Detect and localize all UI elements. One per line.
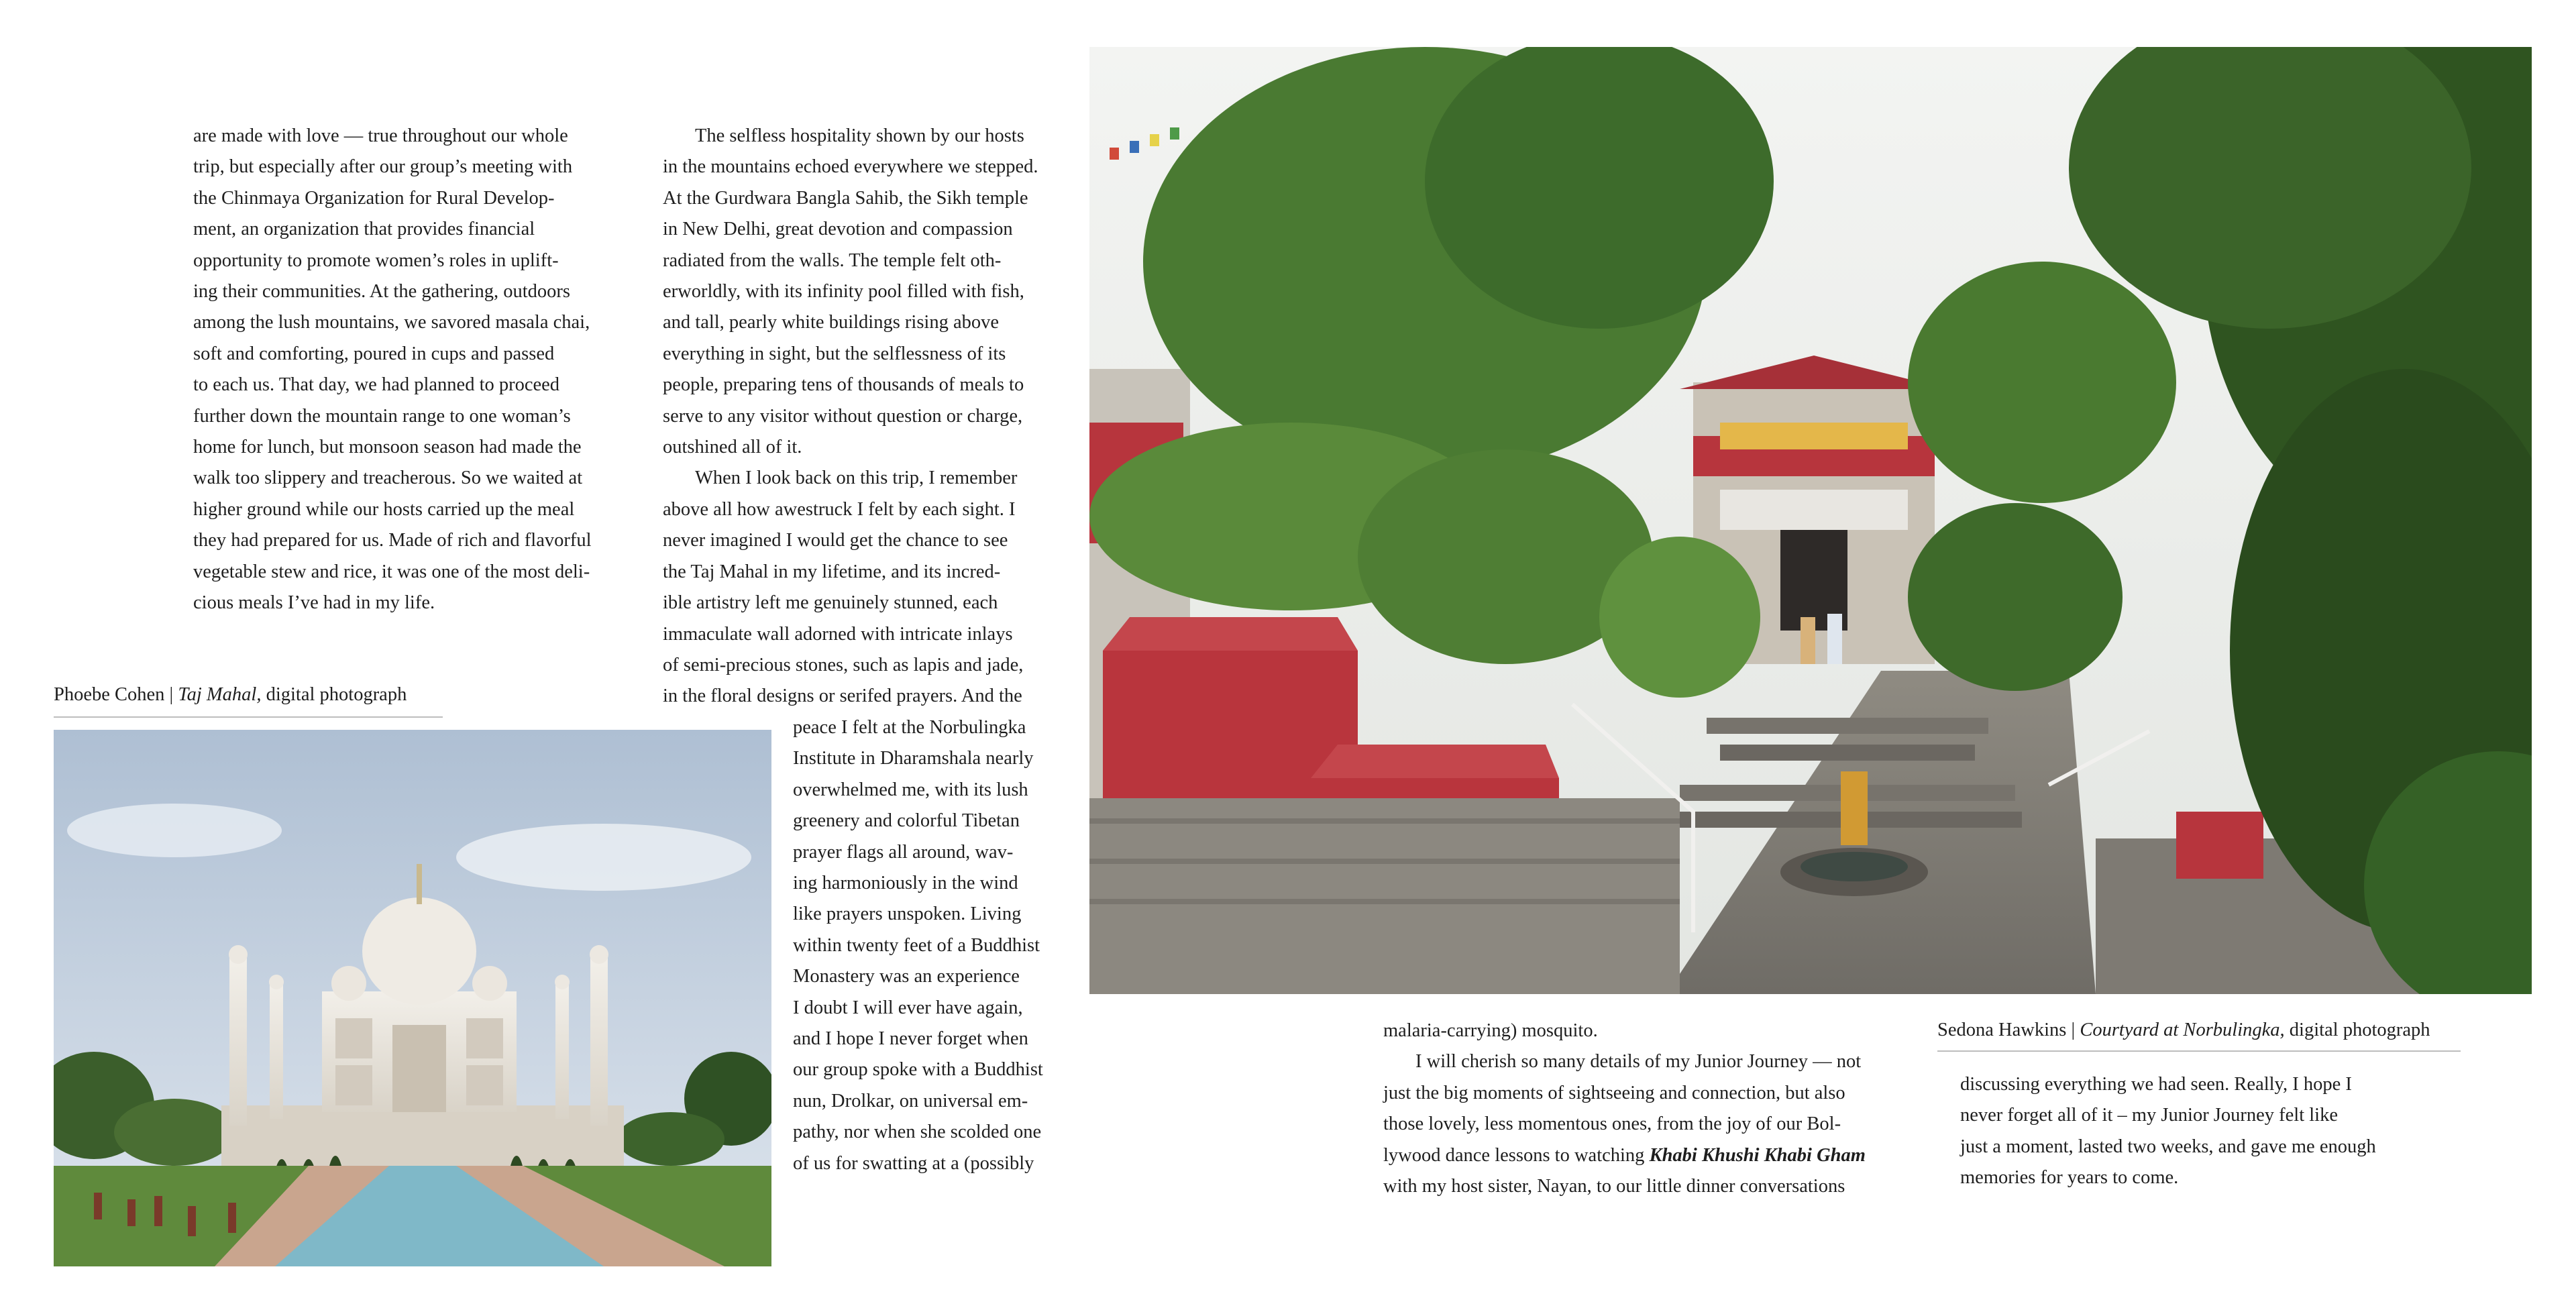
text-line: serve to any visitor without question or charge, (663, 405, 1023, 427)
text-line: ment, an organization that provides financial (193, 219, 535, 240)
text-line: never imagined I would get the chance to see (663, 530, 1008, 551)
text-line: I will cherish so many details of my Junior Journey — not (1415, 1051, 1862, 1073)
text-line: Institute in Dharamshala nearly (793, 748, 1034, 769)
text-line: the Taj Mahal in my lifetime, and its incred- (663, 561, 1001, 582)
text-line: to each us. That day, we had planned to proceed (193, 374, 560, 396)
text-line: are made with love — true throughout our whole (193, 125, 568, 146)
text-line: with my host sister, Nayan, to our little dinner conversations (1383, 1176, 1845, 1197)
text-line: of us for swatting at a (possibly (793, 1152, 1034, 1174)
text-line-with-film-title (1383, 1140, 1866, 1171)
text-line: of semi-precious stones, such as lapis and jade, (663, 654, 1024, 675)
text-line: I doubt I will ever have again, (793, 997, 1023, 1018)
text-line: in New Delhi, great devotion and compassion (663, 219, 1013, 240)
text-line: never forget all of it – my Junior Journey felt like (1960, 1105, 2339, 1126)
text-line: those lovely, less momentous ones, from the joy of our Bol- (1383, 1113, 1841, 1135)
text-line: soft and comforting, poured in cups and passed (193, 343, 555, 364)
text-line: among the lush mountains, we savored masala chai, (193, 312, 590, 333)
text-line: erworldly, with its infinity pool filled with fish, (663, 281, 1024, 303)
text-line: further down the mountain range to one woman’s (193, 405, 571, 427)
caption-artist: Phoebe Cohen | (54, 684, 178, 705)
text-line: outshined all of it. (663, 437, 802, 458)
text-line: above all how awestruck I felt by each sight. I (663, 498, 1016, 520)
photo-caption-courtyard (1937, 1017, 2430, 1044)
text-line: discussing everything we had seen. Really, I hope I (1960, 1074, 2352, 1095)
text-column-2-continued (793, 712, 1043, 1179)
text-line: in the floral designs or serifed prayers. And the (663, 686, 1022, 707)
text-line: and I hope I never forget when (793, 1028, 1028, 1050)
text-line: opportunity to promote women’s roles in uplift- (193, 250, 559, 271)
photo-caption-taj-mahal (54, 682, 407, 708)
courtyard-image (1089, 47, 2532, 994)
text-column-1 (193, 121, 592, 619)
text-line: walk too slippery and treacherous. So we waited at (193, 468, 583, 489)
film-title: Khabi Khushi Khabi Gham (1649, 1144, 1866, 1166)
caption-rule (1937, 1050, 2461, 1052)
text-line: Monastery was an experience (793, 966, 1020, 987)
text-line: At the Gurdwara Bangla Sahib, the Sikh temple (663, 187, 1028, 209)
text-line: ing harmoniously in the wind (793, 873, 1018, 894)
caption-medium: digital photograph (2284, 1020, 2430, 1040)
text-column-3 (1383, 1016, 1866, 1202)
text-line: ible artistry left me genuinely stunned, each (663, 592, 998, 614)
text-line: and tall, pearly white buildings rising above (663, 312, 1000, 333)
text-line: cious meals I’ve had in my life. (193, 592, 435, 614)
text-line: just the big moments of sightseeing and connection, but also (1383, 1082, 1845, 1103)
text-line: overwhelmed me, with its lush (793, 779, 1028, 800)
text-line: our group spoke with a Buddhist (793, 1059, 1043, 1081)
text-line: home for lunch, but monsoon season had made the (193, 437, 582, 458)
text-line: greenery and colorful Tibetan (793, 810, 1020, 832)
text-fragment: lywood dance lessons to watching (1383, 1144, 1650, 1166)
text-line: everything in sight, but the selflessness of its (663, 343, 1006, 364)
text-line: immaculate wall adorned with intricate inlays (663, 623, 1013, 645)
caption-medium: digital photograph (261, 684, 407, 705)
text-line: pathy, nor when she scolded one (793, 1122, 1042, 1143)
text-line: vegetable stew and rice, it was one of the most deli- (193, 561, 590, 582)
text-line: malaria-carrying) mosquito. (1383, 1020, 1598, 1041)
text-line: When I look back on this trip, I remember (695, 468, 1018, 489)
text-line: within twenty feet of a Buddhist (793, 934, 1040, 956)
caption-title: Courtyard at Norbulingka, (2080, 1020, 2285, 1040)
text-column-4 (1960, 1069, 2376, 1194)
text-line: the Chinmaya Organization for Rural Develop- (193, 187, 555, 209)
text-line: trip, but especially after our group’s meeting with (193, 156, 573, 178)
text-line: people, preparing tens of thousands of meals to (663, 374, 1024, 396)
taj-mahal-image (54, 730, 771, 1266)
caption-title: Taj Mahal, (178, 684, 262, 705)
text-line: peace I felt at the Norbulingka (793, 717, 1026, 738)
text-line: radiated from the walls. The temple felt oth- (663, 250, 1002, 271)
text-line: ing their communities. At the gathering, outdoors (193, 281, 570, 303)
text-line: prayer flags all around, wav- (793, 841, 1014, 863)
text-line: in the mountains echoed everywhere we stepped. (663, 156, 1038, 178)
text-line: like prayers unspoken. Living (793, 904, 1022, 925)
text-line: The selfless hospitality shown by our hosts (695, 125, 1024, 146)
norbulingka-courtyard-photo (1089, 47, 2532, 994)
taj-mahal-photo (54, 730, 771, 1266)
text-column-2 (663, 121, 1038, 712)
text-line: higher ground while our hosts carried up the meal (193, 498, 575, 520)
text-line: memories for years to come. (1960, 1167, 2179, 1189)
text-line: just a moment, lasted two weeks, and gave me enough (1960, 1136, 2376, 1157)
caption-rule (54, 716, 443, 718)
text-line: they had prepared for us. Made of rich and flavorful (193, 530, 592, 551)
text-line: nun, Drolkar, on universal em- (793, 1090, 1028, 1111)
caption-artist: Sedona Hawkins | (1937, 1020, 2080, 1040)
